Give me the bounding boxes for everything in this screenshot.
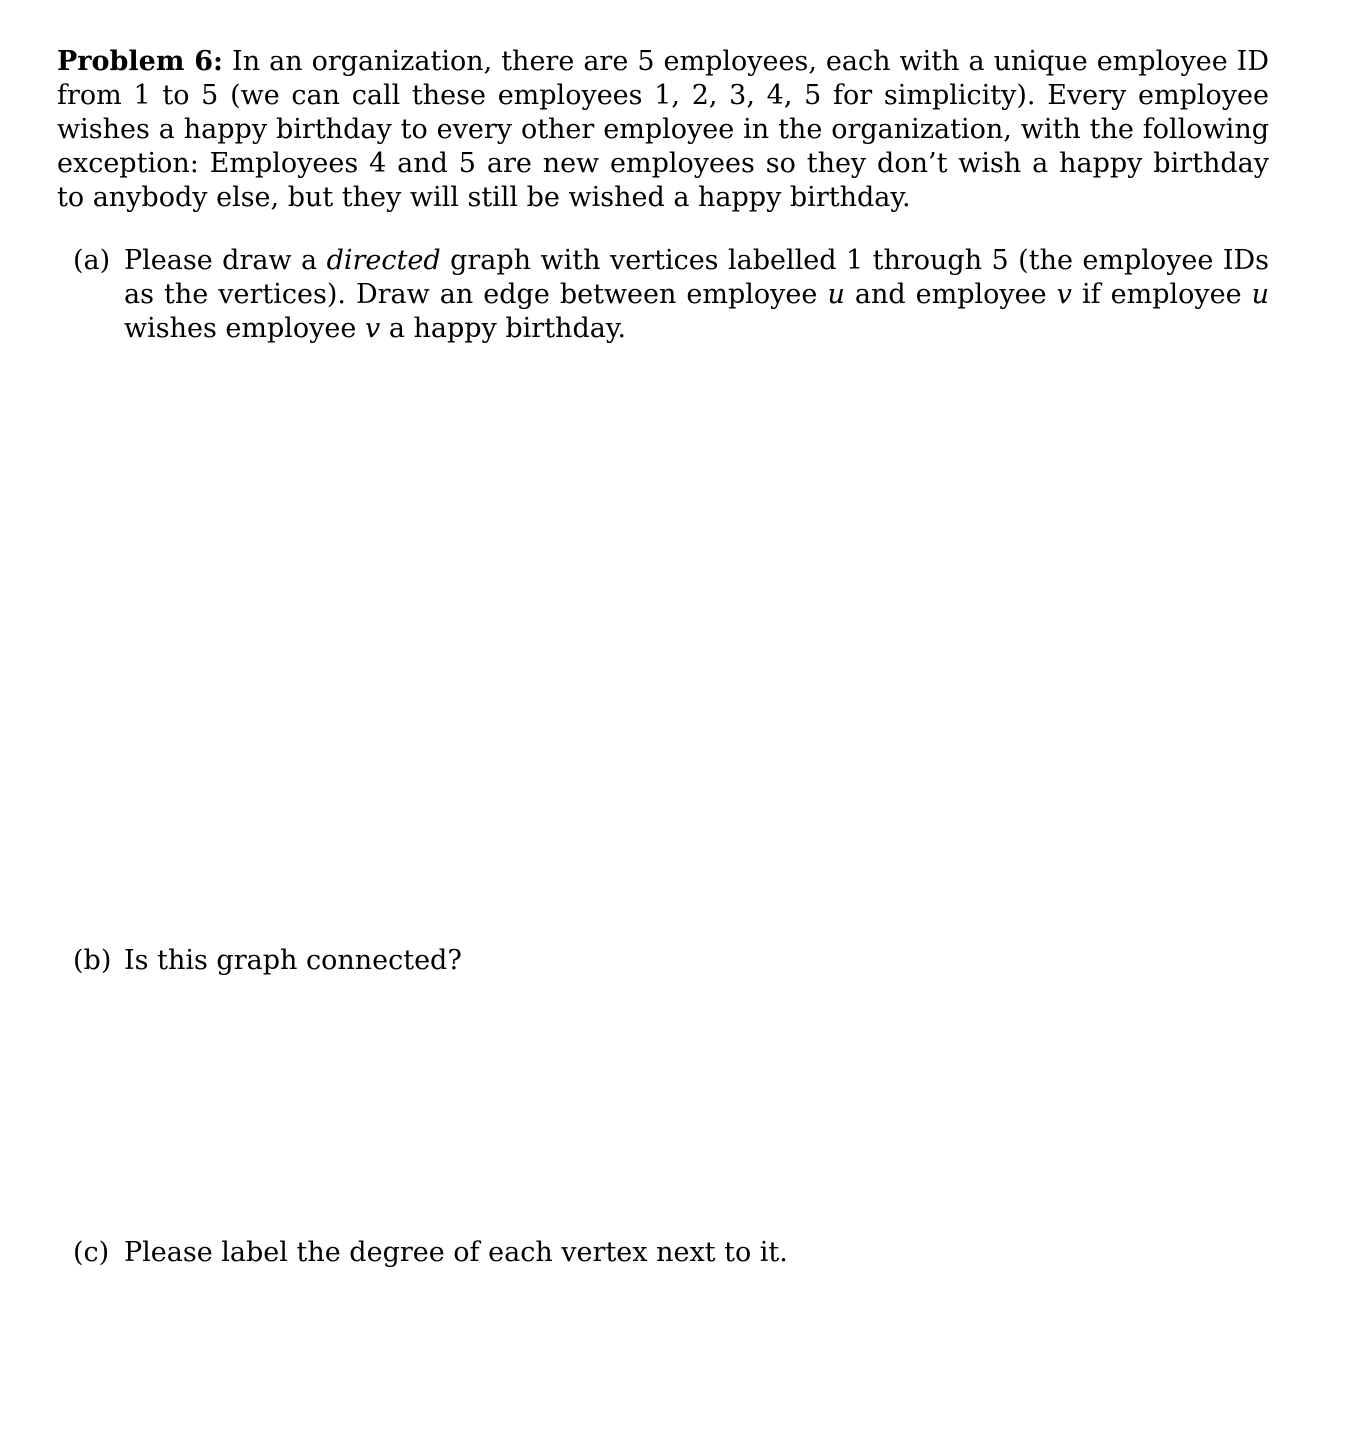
math-variable-v: v [1056, 279, 1072, 310]
math-variable-u: u [827, 279, 845, 310]
part-a-marker: (a) [73, 245, 111, 276]
part-b-marker: (b) [73, 945, 112, 976]
part-a-emphasis: directed [326, 245, 441, 276]
part-a-text-segment: graph with vertices labelled 1 through 5 (the employee IDs as the vertices). Draw an edge between employee [124, 245, 1269, 310]
part-a-text [124, 244, 1269, 346]
problem-text: In an organization, there are 5 employees, each with a unique employee ID from 1 to 5 (we can call these employees 1, 2, 3, 4, 5 for simplicity). Every employee wishes a happy birthday to every other employee in the organization, with the following exception: Employees 4 and 5 are new employees so they don’t wish a happy birthday to anybody else, but they will still be wished a happy birthday. [57, 46, 1269, 213]
part-b-text: Is this graph connected? [124, 945, 462, 976]
part-c-marker: (c) [73, 1237, 110, 1268]
part-a-text-segment: and employee [844, 279, 1057, 310]
problem-statement [57, 45, 1269, 215]
part-c [73, 1236, 1269, 1270]
part-a-text-segment: Please draw a [124, 245, 327, 276]
part-a-text-segment: if employee [1071, 279, 1252, 310]
part-a-text-segment: wishes employee [124, 313, 365, 344]
part-c-text: Please label the degree of each vertex next to it. [124, 1237, 788, 1268]
problem-page [57, 45, 1270, 1268]
math-variable-u: u [1251, 279, 1270, 310]
part-a [73, 244, 1269, 346]
math-variable-v: v [364, 313, 381, 344]
part-b [73, 944, 1269, 978]
part-a-text-segment: a happy birthday. [380, 313, 627, 344]
problem-label: Problem 6: [57, 46, 224, 77]
